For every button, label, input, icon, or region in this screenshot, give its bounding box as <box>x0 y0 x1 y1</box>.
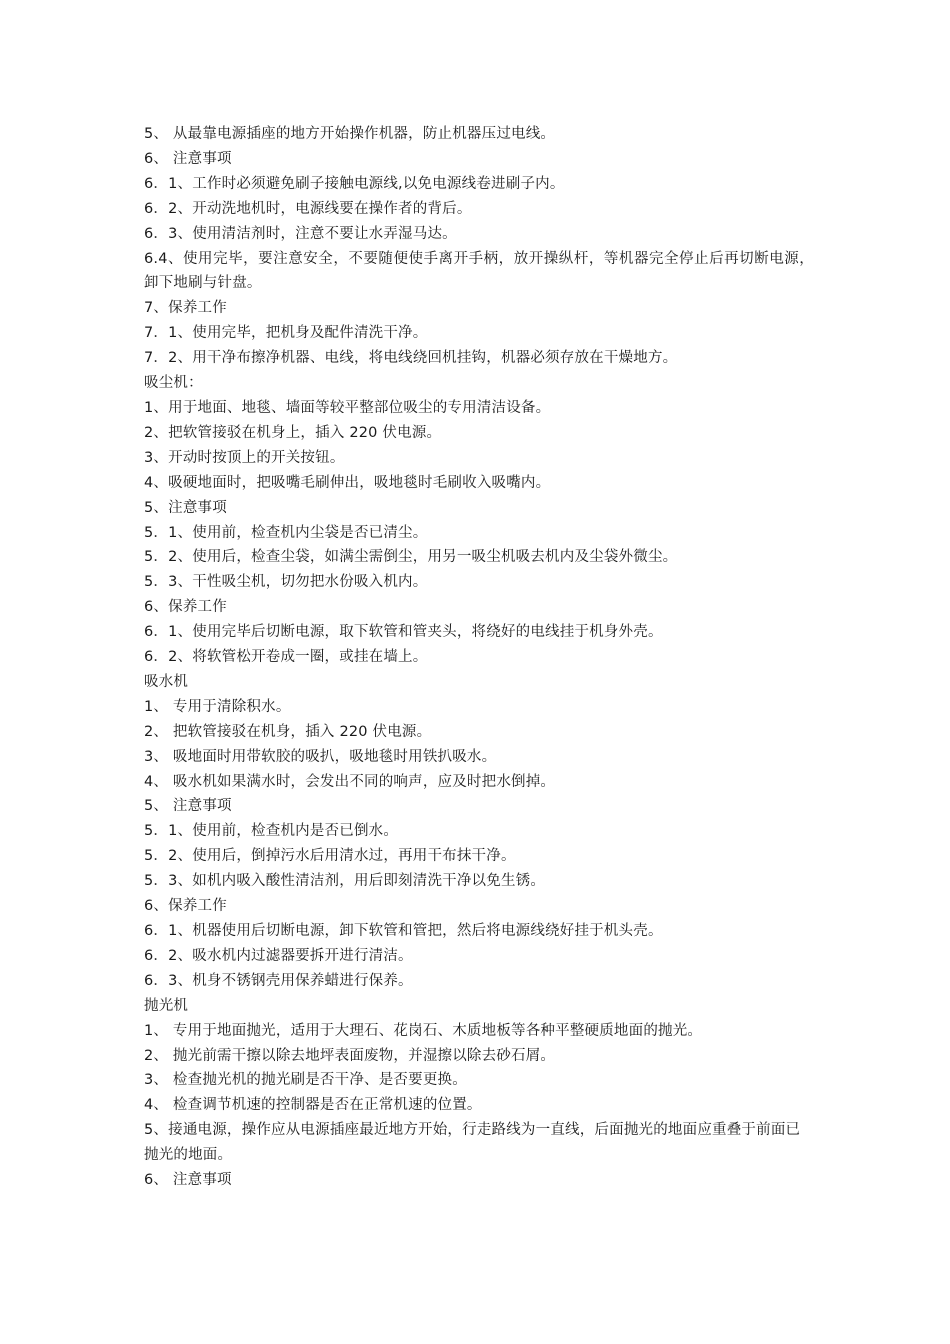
paragraph-line: 6．2、吸水机内过滤器要拆开进行清洁。 <box>144 947 413 964</box>
paragraph-line: 5．1、使用前，检查机内是否已倒水。 <box>144 823 399 840</box>
section-heading: 6、保养工作 <box>144 898 227 915</box>
paragraph-line: 3、开动时按顶上的开关按钮。 <box>144 449 345 466</box>
paragraph-line: 6．3、使用清洁剂时，注意不要让水弄湿马达。 <box>144 225 457 242</box>
paragraph-line: 2、 把软管接驳在机身，插入 220 伏电源。 <box>144 723 432 740</box>
paragraph-line: 2、把软管接驳在机身上，插入 220 伏电源。 <box>144 424 442 441</box>
paragraph-line: 6．1、机器使用后切断电源，卸下软管和管把，然后将电源线绕好挂于机头壳。 <box>144 923 663 939</box>
section-title: 抛光机 <box>144 997 189 1014</box>
paragraph-line: 6．1、使用完毕后切断电源，取下软管和管夹头，将绕好的电线挂于机身外壳。 <box>144 624 663 641</box>
paragraph-line: 7．1、使用完毕，把机身及配件清洗干净。 <box>144 325 428 342</box>
paragraph-line: 5．1、使用前，检查机内尘袋是否已清尘。 <box>144 524 428 541</box>
section-heading: 6、 注意事项 <box>144 150 232 167</box>
section-title: 吸尘机： <box>144 375 203 392</box>
paragraph-line: 4、 吸水机如果满水时，会发出不同的响声，应及时把水倒掉。 <box>144 773 556 790</box>
section-title: 吸水机 <box>144 673 189 690</box>
paragraph-line: 5．2、使用后，倒掉污水后用清水过，再用干布抹干净。 <box>144 848 516 865</box>
paragraph-line: 6．2、开动洗地机时，电源线要在操作者的背后。 <box>144 200 472 217</box>
section-heading: 5、 注意事项 <box>144 798 232 815</box>
paragraph-line: 4、吸硬地面时，把吸嘴毛刷伸出，吸地毯时毛刷收入吸嘴内。 <box>144 474 551 491</box>
paragraph-line: 2、 抛光前需干擦以除去地坪表面废物，并湿擦以除去砂石屑。 <box>144 1047 556 1064</box>
paragraph-line: 4、 检查调节机速的控制器是否在正常机速的位置。 <box>144 1097 482 1114</box>
section-heading: 6、 注意事项 <box>144 1172 232 1189</box>
paragraph-line: 6．2、将软管松开卷成一圈，或挂在墙上。 <box>144 649 428 666</box>
section-heading: 5、注意事项 <box>144 499 227 516</box>
paragraph-line: 5、 从最靠电源插座的地方开始操作机器，防止机器压过电线。 <box>144 126 556 142</box>
paragraph-line: 1、 专用于清除积水。 <box>144 698 291 715</box>
paragraph-line: 5．3、干性吸尘机，切勿把水份吸入机内。 <box>144 574 428 591</box>
paragraph-line: 抛光的地面。 <box>144 1147 233 1164</box>
paragraph-line: 3、 吸地面时用带软胶的吸扒，吸地毯时用铁扒吸水。 <box>144 748 497 765</box>
section-heading: 7、保养工作 <box>144 300 227 317</box>
paragraph-line: 6.4、使用完毕，要注意安全，不要随便使手离开手柄，放开操纵杆，等机器完全停止后再切断电源，卸下地刷与针盘。 <box>144 250 814 292</box>
paragraph-line: 1、 专用于地面抛光，适用于大理石、花岗石、木质地板等各种平整硬质地面的抛光。 <box>144 1022 703 1039</box>
paragraph-line: 1、用于地面、地毯、墙面等较平整部位吸尘的专用清洁设备。 <box>144 399 551 416</box>
document-body <box>144 122 814 1193</box>
paragraph-line: 6．1、工作时必须避免刷子接触电源线,以免电源线卷进刷子内。 <box>144 175 565 192</box>
paragraph-line: 5．2、使用后，检查尘袋，如满尘需倒尘，用另一吸尘机吸去机内及尘袋外微尘。 <box>144 549 678 566</box>
section-heading: 6、保养工作 <box>144 599 227 616</box>
paragraph-line: 6．3、机身不锈钢壳用保养蜡进行保养。 <box>144 972 413 989</box>
paragraph-line: 5．3、如机内吸入酸性清洁剂，用后即刻清洗干净以免生锈。 <box>144 873 546 890</box>
paragraph-line: 5、接通电源，操作应从电源插座最近地方开始，行走路线为一直线，后面抛光的地面应重叠于前面已 <box>144 1122 801 1139</box>
paragraph-line: 3、 检查抛光机的抛光刷是否干净、是否要更换。 <box>144 1072 467 1089</box>
paragraph-line: 7．2、用干净布擦净机器、电线，将电线绕回机挂钩，机器必须存放在干燥地方。 <box>144 350 678 367</box>
